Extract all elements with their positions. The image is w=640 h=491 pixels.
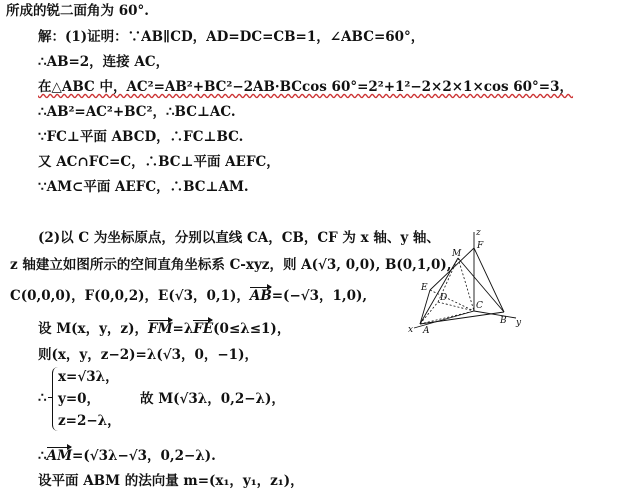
- edge-ab: [420, 312, 504, 324]
- label-c: C: [476, 301, 483, 311]
- text-line: 解：(1)证明：∵AB∥CD，AD=DC=CB=1，∠ABC=60°，: [38, 29, 425, 45]
- y-axis: [474, 311, 516, 318]
- therefore-am: ∴: [38, 448, 47, 464]
- label-x: x: [408, 325, 414, 334]
- vector-am-value: =(√3λ−√3，0,2−λ).: [72, 448, 216, 464]
- equation-z: z=2−λ，: [58, 413, 121, 429]
- vector-am: AM: [46, 448, 73, 464]
- label-f: F: [477, 241, 484, 251]
- text-line: ∵AM⊂平面 AEFC，∴BC⊥AM.: [38, 179, 249, 195]
- text-line: ∴AB²=AC²+BC²，∴BC⊥AC.: [38, 104, 236, 120]
- text-line: [10, 287, 367, 305]
- label-d: D: [440, 293, 448, 303]
- equals-lambda: =λ: [172, 321, 194, 337]
- system-brace-tip: [48, 397, 53, 398]
- label-z: z: [476, 228, 481, 238]
- m-coordinates: 故 M(√3λ，0,2−λ)，: [140, 391, 285, 407]
- label-e: E: [421, 283, 428, 293]
- text-line: 则(x，y，z−2)=λ(√3，0，−1)，: [38, 347, 258, 363]
- label-a: A: [423, 326, 430, 334]
- text-line: (2)以 C 为坐标原点，分别以直线 CA，CB，CF 为 x 轴、y 轴、: [38, 230, 440, 246]
- label-b: B: [500, 316, 507, 326]
- therefore-symbol: ∴: [38, 390, 47, 406]
- edge-dc: [438, 302, 474, 311]
- vector-ab: AB: [249, 288, 272, 304]
- label-m: M: [452, 249, 462, 259]
- vector-ab-value: =(−√3，1,0),: [271, 288, 368, 304]
- vector-fm: FM: [147, 321, 173, 337]
- label-y: y: [516, 318, 522, 328]
- equation-x: x=√3λ，: [58, 369, 119, 385]
- text-line: 在△ABC 中，AC²=AB²+BC²−2AB·BCcos 60°=2²+1²−2×2×1×cos 60°=3，: [38, 79, 574, 95]
- text-line: z 轴建立如图所示的空间直角坐标系 C-xyz，则 A(√3, 0,0), B(0,1,0),: [10, 257, 452, 273]
- set-m-text: 设 M(x，y，z)，: [38, 321, 148, 337]
- edge-mc: [458, 258, 474, 311]
- edge-ec: [430, 290, 474, 311]
- lambda-range: (0≤λ≤1)，: [213, 321, 291, 337]
- text-line: ∴AB=2，连接 AC，: [38, 54, 170, 70]
- text-line: ∵FC⊥平面 ABCD，∴FC⊥BC.: [38, 129, 244, 145]
- vector-fe: FE: [193, 321, 214, 337]
- text-line: 又 AC∩FC=C，∴BC⊥平面 AEFC，: [38, 154, 280, 170]
- equation-y: y=0，: [58, 391, 101, 407]
- edge-ad: [420, 302, 438, 324]
- text-line: [38, 320, 290, 338]
- text-line: [38, 447, 216, 465]
- edge-ae: [420, 290, 430, 324]
- geometry-figure: [400, 226, 540, 334]
- heading-line: 所成的锐二面角为 60°.: [6, 3, 149, 19]
- text-line: 设平面 ABM 的法向量 m=(x₁，y₁，z₁)，: [38, 473, 304, 489]
- coords-text: C(0,0,0)，F(0,0,2)，E(√3，0,1)，: [10, 288, 250, 304]
